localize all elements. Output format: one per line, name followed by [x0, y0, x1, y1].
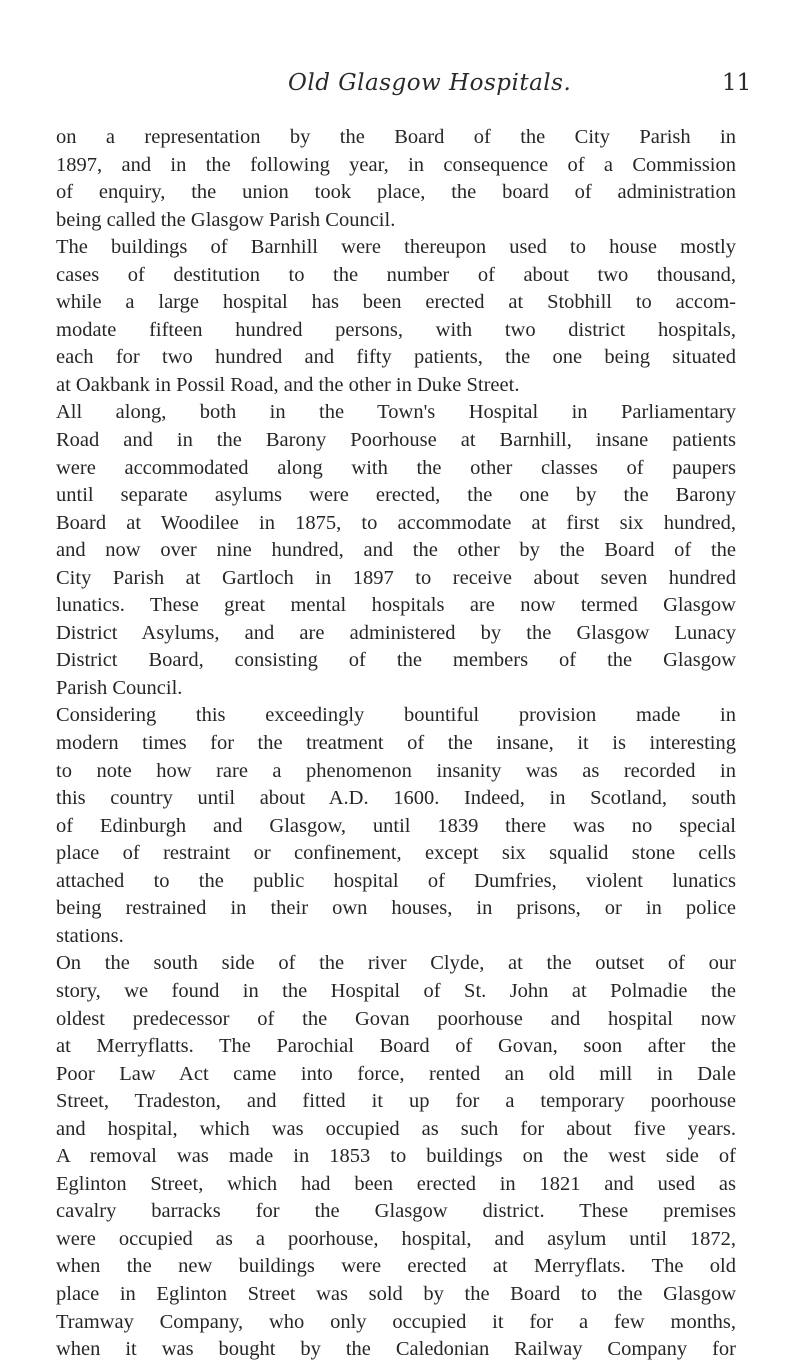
text-line: Tramway Company, who only occupied it for a few months,: [56, 1310, 736, 1333]
text-line: cavalry barracks for the Glasgow district. These premises: [56, 1200, 736, 1223]
text-line: All along, both in the Town's Hospital in Parliamentary: [56, 401, 736, 424]
text-line: Poor Law Act came into force, rented an old mill in Dale: [56, 1062, 736, 1085]
running-head-title: Old Glasgow Hospitals.: [288, 70, 572, 96]
body-text: [56, 124, 736, 1364]
text-line: of enquiry, the union took place, the board of administration: [56, 181, 736, 204]
text-line: and now over nine hundred, and the other by the Board of the: [56, 539, 736, 562]
text-line: modate fifteen hundred persons, with two district hospitals,: [56, 318, 736, 341]
text-line: and hospital, which was occupied as such for about five years.: [56, 1117, 736, 1140]
text-line: this country until about A.D. 1600. Indeed, in Scotland, south: [56, 787, 736, 810]
text-line: On the south side of the river Clyde, at the outset of our: [56, 952, 736, 975]
text-line: Board at Woodilee in 1875, to accommodate at first six hundred,: [56, 511, 736, 534]
text-line: Eglinton Street, which had been erected in 1821 and used as: [56, 1172, 736, 1195]
text-line: Road and in the Barony Poorhouse at Barnhill, insane patients: [56, 429, 736, 452]
text-line: District Asylums, and are administered by the Glasgow Lunacy: [56, 621, 736, 644]
text-line: A removal was made in 1853 to buildings on the west side of: [56, 1145, 736, 1168]
text-line: The buildings of Barnhill were thereupon used to house mostly: [56, 236, 736, 259]
text-line: being called the Glasgow Parish Council.: [56, 208, 396, 231]
text-line: modern times for the treatment of the insane, it is interesting: [56, 732, 736, 755]
text-line: each for two hundred and fifty patients, the one being situated: [56, 346, 736, 369]
text-line: while a large hospital has been erected at Stobhill to accom-: [56, 291, 736, 314]
text-line: Considering this exceedingly bountiful provision made in: [56, 704, 736, 727]
text-line: 1897, and in the following year, in consequence of a Commission: [56, 153, 736, 176]
text-line: when it was bought by the Caledonian Railway Company for: [56, 1338, 736, 1361]
text-line: at Merryflatts. The Parochial Board of Govan, soon after the: [56, 1035, 736, 1058]
text-line: of Edinburgh and Glasgow, until 1839 there was no special: [56, 814, 736, 837]
text-line: story, we found in the Hospital of St. John at Polmadie the: [56, 979, 736, 1002]
text-line: stations.: [56, 924, 124, 947]
text-line: City Parish at Gartloch in 1897 to receive about seven hundred: [56, 566, 736, 589]
text-line: lunatics. These great mental hospitals are now termed Glasgow: [56, 594, 736, 617]
text-line: on a representation by the Board of the City Parish in: [56, 126, 736, 148]
text-line: until separate asylums were erected, the one by the Barony: [56, 484, 736, 507]
text-line: Street, Tradeston, and fitted it up for a temporary poorhouse: [56, 1090, 736, 1113]
running-head: [0, 70, 800, 110]
text-line: District Board, consisting of the members of the Glasgow: [56, 649, 736, 672]
text-line: place of restraint or confinement, except six squalid stone cells: [56, 842, 736, 865]
page-number: 11: [722, 70, 752, 96]
text-line: at Oakbank in Possil Road, and the other in Duke Street.: [56, 373, 520, 396]
text-line: were occupied as a poorhouse, hospital, and asylum until 1872,: [56, 1227, 736, 1250]
text-line: cases of destitution to the number of about two thousand,: [56, 263, 736, 286]
text-line: were accommodated along with the other classes of paupers: [56, 456, 736, 479]
text-line: to note how rare a phenomenon insanity was as recorded in: [56, 759, 736, 782]
text-line: Parish Council.: [56, 676, 183, 699]
text-line: oldest predecessor of the Govan poorhouse and hospital now: [56, 1007, 736, 1030]
text-line: place in Eglinton Street was sold by the Board to the Glasgow: [56, 1282, 736, 1305]
text-line: being restrained in their own houses, in prisons, or in police: [56, 897, 736, 920]
text-line: attached to the public hospital of Dumfries, violent lunatics: [56, 869, 736, 892]
text-line: when the new buildings were erected at Merryflats. The old: [56, 1255, 736, 1278]
